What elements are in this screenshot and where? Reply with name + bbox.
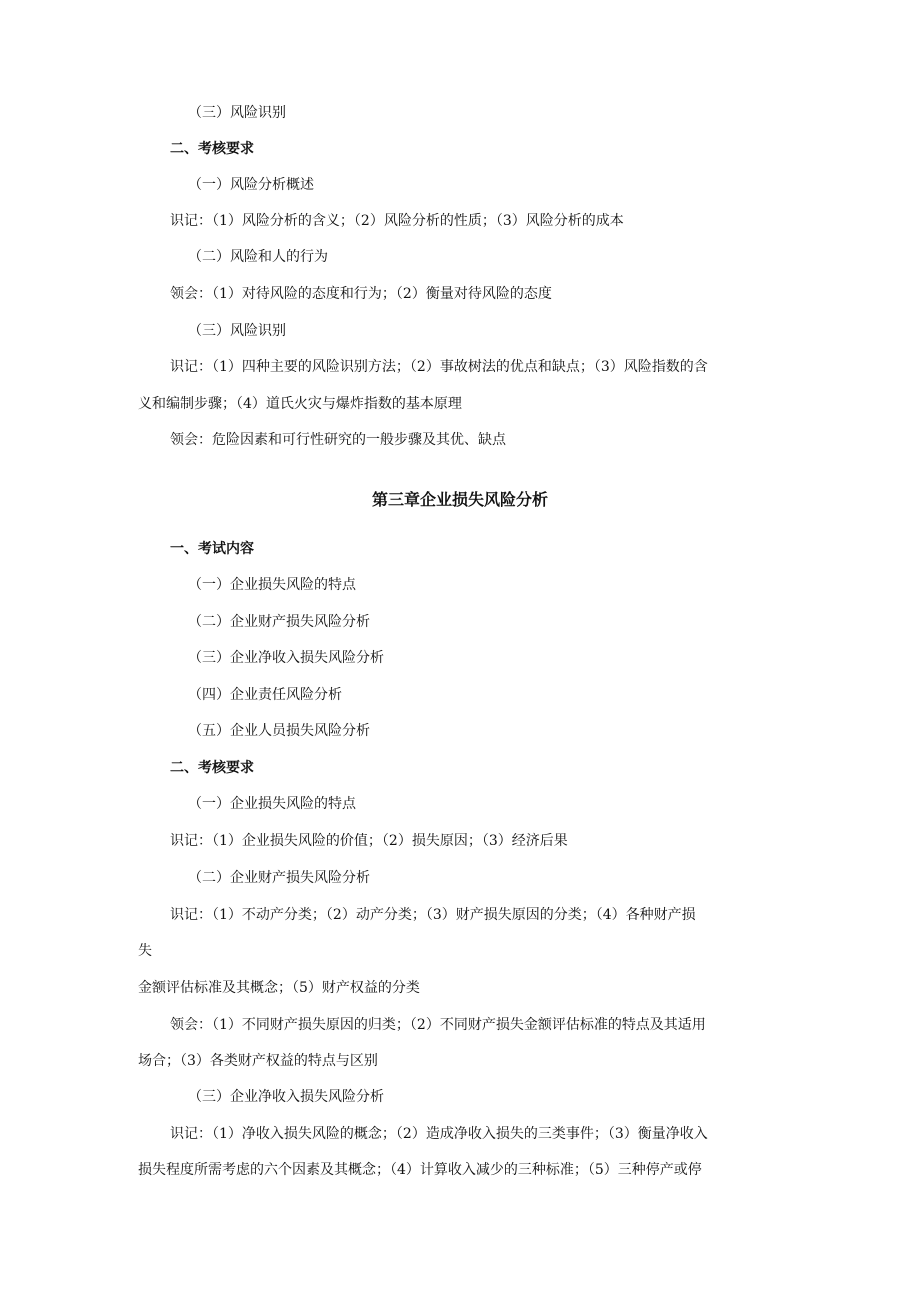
text-line: 识记：（1）不动产分类；（2）动产分类；（3）财产损失原因的分类；（4）各种财产损 [170, 907, 696, 923]
text-line: 金额评估标准及其概念；（5）财产权益的分类 [138, 980, 420, 996]
text-line: 识记：（1）风险分析的含义；（2）风险分析的性质；（3）风险分析的成本 [170, 213, 624, 229]
text-line: 识记：（1）企业损失风险的价值；（2）损失原因；（3）经济后果 [170, 833, 568, 849]
section-heading: 二、考核要求 [170, 760, 254, 776]
text-line: （三）企业净收入损失风险分析 [188, 650, 384, 666]
text-line: 领会：（1）对待风险的态度和行为；（2）衡量对待风险的态度 [170, 286, 552, 302]
section-heading: 一、考试内容 [170, 541, 254, 557]
text-line: 领会：危险因素和可行性研究的一般步骤及其优、缺点 [170, 432, 506, 448]
text-line: 识记：（1）四种主要的风险识别方法；（2）事故树法的优点和缺点；（3）风险指数的含 [170, 359, 708, 375]
section-heading: 二、考核要求 [170, 141, 254, 157]
text-line: （二）风险和人的行为 [188, 249, 328, 265]
text-line: （一）企业损失风险的特点 [188, 577, 356, 593]
text-line: 失 [138, 943, 152, 959]
text-line: （三）风险识别 [188, 323, 286, 339]
text-line: 识记：（1）净收入损失风险的概念；（2）造成净收入损失的三类事件；（3）衡量净收入 [170, 1126, 708, 1142]
text-line: （二）企业财产损失风险分析 [188, 614, 370, 630]
text-line: （五）企业人员损失风险分析 [188, 723, 370, 739]
text-line: （二）企业财产损失风险分析 [188, 870, 370, 886]
text-line: 领会：（1）不同财产损失原因的归类；（2）不同财产损失金额评估标准的特点及其适用 [170, 1017, 706, 1033]
text-line: （四）企业责任风险分析 [188, 687, 342, 703]
text-line: 义和编制步骤；（4）道氏火灾与爆炸指数的基本原理 [138, 396, 462, 412]
text-line: 场合；（3）各类财产权益的特点与区别 [138, 1053, 378, 1069]
text-line: （三）企业净收入损失风险分析 [188, 1089, 384, 1105]
chapter-title: 第三章企业损失风险分析 [371, 490, 548, 509]
text-line: （一）企业损失风险的特点 [188, 796, 356, 812]
text-line: 损失程度所需考虑的六个因素及其概念；（4）计算收入减少的三种标准；（5）三种停产或停 [138, 1162, 702, 1178]
text-line: （一）风险分析概述 [188, 177, 314, 193]
text-line: （三）风险识别 [188, 105, 286, 121]
